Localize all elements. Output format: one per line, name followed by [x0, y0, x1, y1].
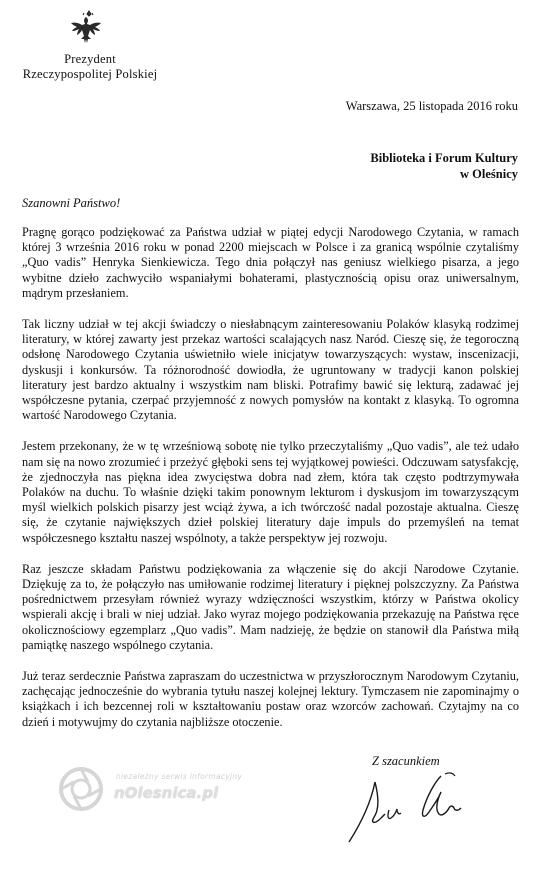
handwritten-signature-icon [345, 770, 495, 850]
letter-date: Warszawa, 25 listopada 2016 roku [345, 99, 518, 113]
recipient-line-2: w Oleśnicy [460, 167, 518, 181]
closing-phrase: Z szacunkiem [372, 754, 440, 768]
recipient-line-1: Biblioteka i Forum Kultury [370, 151, 518, 165]
president-office-header [0, 52, 180, 82]
salutation: Szanowni Państwo! [22, 196, 121, 210]
aperture-logo-icon [58, 766, 104, 812]
polish-eagle-emblem-icon [70, 10, 104, 48]
recipient-block [370, 150, 518, 182]
paragraph-1: Pragnę gorąco podziękować za Państwa udział w piątej edycji Narodowego Czytania, w ramach której 3 września 2016 roku w ponad 2200 miejscach w Polsce i za granicą wspólnie czytaliśmy „Quo vadis” Henryka Sienkiewicza. Tego dnia połączył nas geniusz wielkiego pisarza, a jego wybitne dzieło zachwyciło wspaniałymi bohaterami, plastycznością opisu oraz uniwersalnym, mądrym przesłaniem. [22, 225, 519, 300]
office-line-1: Prezydent [64, 52, 116, 66]
site-watermark [58, 760, 268, 820]
watermark-tagline: niezależny serwis informacyjny [116, 772, 243, 781]
paragraph-4: Raz jeszcze składam Państwu podziękowania za włączenie się do akcji Narodowe Czytanie. Dziękuję za to, że połączyło nas umiłowanie rodzimej literatury i pięknej polszczyzny. Za Państwa pośrednictwem przesyłam również wyrazy wdzięczności wszystkim, którzy w Państwa okolicy wspierali akcję i brali w niej udział. Jako wyraz mojego podziękowania przekazuję na Państwa ręce okolicznościowy egzemplarz „Quo vadis”. Mam nadzieję, że będzie on stanowił dla Państwa miłą pamiątkę naszego wspólnego czytania. [22, 561, 519, 652]
paragraph-3: Jestem przekonany, że w tę wrześniową sobotę nie tylko przeczytaliśmy „Quo vadis”, ale też udało nam się na nowo zrozumieć i przeżyć głęboki sens tej wyjątkowej powieści. Odczuwam satysfakcję, że zjednoczyła nas piękna idea zwycięstwa dobra nad złem, która tak często podtrzymywała Polaków na duchu. To właśnie dzięki takim ponownym lekturom i dyskusjom im towarzyszącym myśl wielkich polskich pisarzy jest wciąż żywa, a ich twórczość nadal pozostaje aktualna. Cieszę się, że czytanie największych dzieł polskiej literatury daje impuls do przemyśleń na temat współczesnego kształtu naszej wspólnoty, a także perspektyw jej rozwoju. [22, 439, 519, 545]
watermark-site: nOlesnica.pl [114, 784, 219, 802]
office-line-2: Rzeczypospolitej Polskiej [22, 67, 158, 81]
paragraph-2: Tak liczny udział w tej akcji świadczy o niesłabnącym zainteresowaniu Polaków klasyką rodzimej literatury, w której zawarty jest przekaz wartości scalających nasz Naród. Cieszę się, że tegoroczną odsłonę Narodowego Czytania uświetniło wiele inicjatyw towarzyszących: wystaw, inscenizacji, dyskusji i konkursów. Ta różnorodność dowiodła, że ugruntowany w tradycji kanon polskiej literatury jest bardzo aktualny i wszystkim nam bliski. Potrafimy bawić się lekturą, zadawać jej współczesne pytania, czerpać przyjemność z nowych pomysłów na kontakt z klasyką. To ogromna wartość Narodowego Czytania. [22, 317, 519, 423]
letter-body [22, 225, 519, 746]
paragraph-5: Już teraz serdecznie Państwa zapraszam do uczestnictwa w przyszłorocznym Narodowym Czytaniu, zachęcając jednocześnie do wybrania tytułu naszej kolejnej lektury. Tymczasem nie zapominajmy o książkach i ich bezcennej roli w kształtowaniu postaw oraz wzorców zachowań. Czytajmy na co dzień i motywujmy do czytania najbliższe otoczenie. [22, 669, 519, 729]
